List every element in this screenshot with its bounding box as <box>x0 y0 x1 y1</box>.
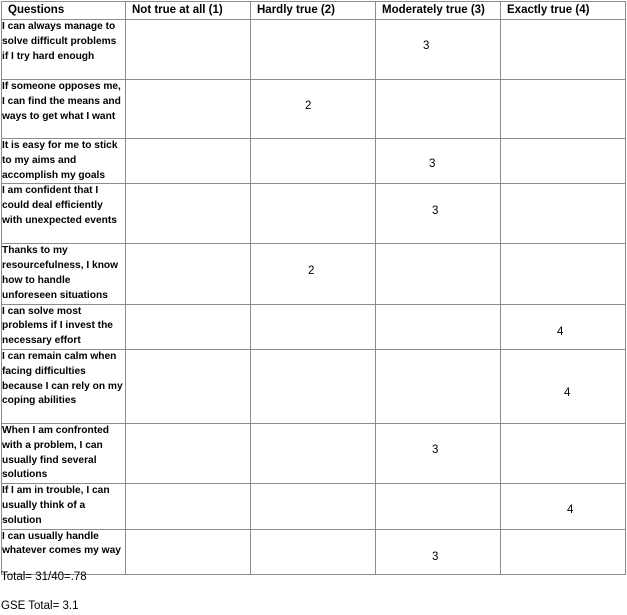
header-row <box>2 2 626 20</box>
score-cell-hardly <box>251 20 376 80</box>
header-hardly-true: Hardly true (2) <box>251 2 376 20</box>
score-cell-hardly <box>251 244 376 304</box>
score-cell-not-true <box>126 139 251 184</box>
score-cell-moderately <box>376 20 501 80</box>
score-cell-hardly <box>251 139 376 184</box>
question-cell: If someone opposes me, I can find the means and ways to get what I want <box>2 80 126 139</box>
table-row <box>2 529 626 574</box>
score-cell-moderately <box>376 244 501 304</box>
score-value: 3 <box>432 443 439 456</box>
question-cell: I can remain calm when facing difficulties because I can rely on my coping abilities <box>2 349 126 423</box>
total-score-text: Total= 31/40=.78 <box>1 571 87 583</box>
score-value: 3 <box>429 158 436 170</box>
score-cell-hardly <box>251 423 376 483</box>
score-value: 4 <box>564 386 571 399</box>
score-value: 4 <box>567 504 574 517</box>
header-questions: Questions <box>2 2 126 20</box>
table-row <box>2 484 626 529</box>
score-cell-not-true <box>126 423 251 483</box>
question-cell: If I am in trouble, I can usually think of a solution <box>2 484 126 529</box>
question-cell: I am confident that I could deal efficiently with unexpected events <box>2 184 126 244</box>
score-cell-not-true <box>126 80 251 139</box>
score-cell-exactly <box>501 349 626 423</box>
table-row <box>2 80 626 139</box>
score-cell-moderately <box>376 304 501 349</box>
question-cell: It is easy for me to stick to my aims and accomplish my goals <box>2 139 126 184</box>
score-cell-moderately <box>376 484 501 529</box>
score-value: 3 <box>432 205 439 218</box>
score-cell-exactly <box>501 184 626 244</box>
score-cell-hardly <box>251 80 376 139</box>
score-value: 4 <box>557 325 564 338</box>
header-moderately-true: Moderately true (3) <box>376 2 501 20</box>
score-cell-exactly <box>501 139 626 184</box>
score-cell-moderately <box>376 80 501 139</box>
score-cell-exactly <box>501 20 626 80</box>
score-cell-hardly <box>251 349 376 423</box>
score-cell-hardly <box>251 484 376 529</box>
score-cell-moderately <box>376 184 501 244</box>
score-cell-not-true <box>126 184 251 244</box>
question-cell: When I am confronted with a problem, I can usually find several solutions <box>2 423 126 483</box>
score-cell-not-true <box>126 529 251 574</box>
score-cell-exactly <box>501 80 626 139</box>
table-row <box>2 349 626 423</box>
header-not-true-at-all: Not true at all (1) <box>126 2 251 20</box>
score-value: 2 <box>305 100 312 112</box>
question-cell: I can solve most problems if I invest the necessary effort <box>2 304 126 349</box>
question-cell: I can usually handle whatever comes my way <box>2 529 126 574</box>
question-cell: Thanks to my resourcefulness, I know how to handle unforeseen situations <box>2 244 126 304</box>
score-cell-exactly <box>501 423 626 483</box>
score-cell-exactly <box>501 304 626 349</box>
score-cell-not-true <box>126 20 251 80</box>
score-value: 2 <box>308 265 315 278</box>
gse-score-table <box>1 1 626 575</box>
score-value: 3 <box>432 550 439 563</box>
score-cell-not-true <box>126 349 251 423</box>
gse-total-text: GSE Total= 3.1 <box>1 600 79 612</box>
table-row <box>2 244 626 304</box>
table-row <box>2 139 626 184</box>
score-value: 3 <box>423 40 430 52</box>
score-cell-hardly <box>251 529 376 574</box>
table-row <box>2 423 626 483</box>
score-cell-moderately <box>376 423 501 483</box>
score-cell-not-true <box>126 484 251 529</box>
score-cell-exactly <box>501 484 626 529</box>
score-cell-moderately <box>376 349 501 423</box>
header-exactly-true: Exactly true (4) <box>501 2 626 20</box>
table-row <box>2 304 626 349</box>
score-cell-hardly <box>251 184 376 244</box>
score-cell-moderately <box>376 529 501 574</box>
table-row <box>2 20 626 80</box>
question-cell: I can always manage to solve difficult problems if I try hard enough <box>2 20 126 80</box>
score-cell-exactly <box>501 244 626 304</box>
score-cell-not-true <box>126 304 251 349</box>
score-cell-moderately <box>376 139 501 184</box>
score-cell-hardly <box>251 304 376 349</box>
score-cell-exactly <box>501 529 626 574</box>
score-cell-not-true <box>126 244 251 304</box>
table-row <box>2 184 626 244</box>
